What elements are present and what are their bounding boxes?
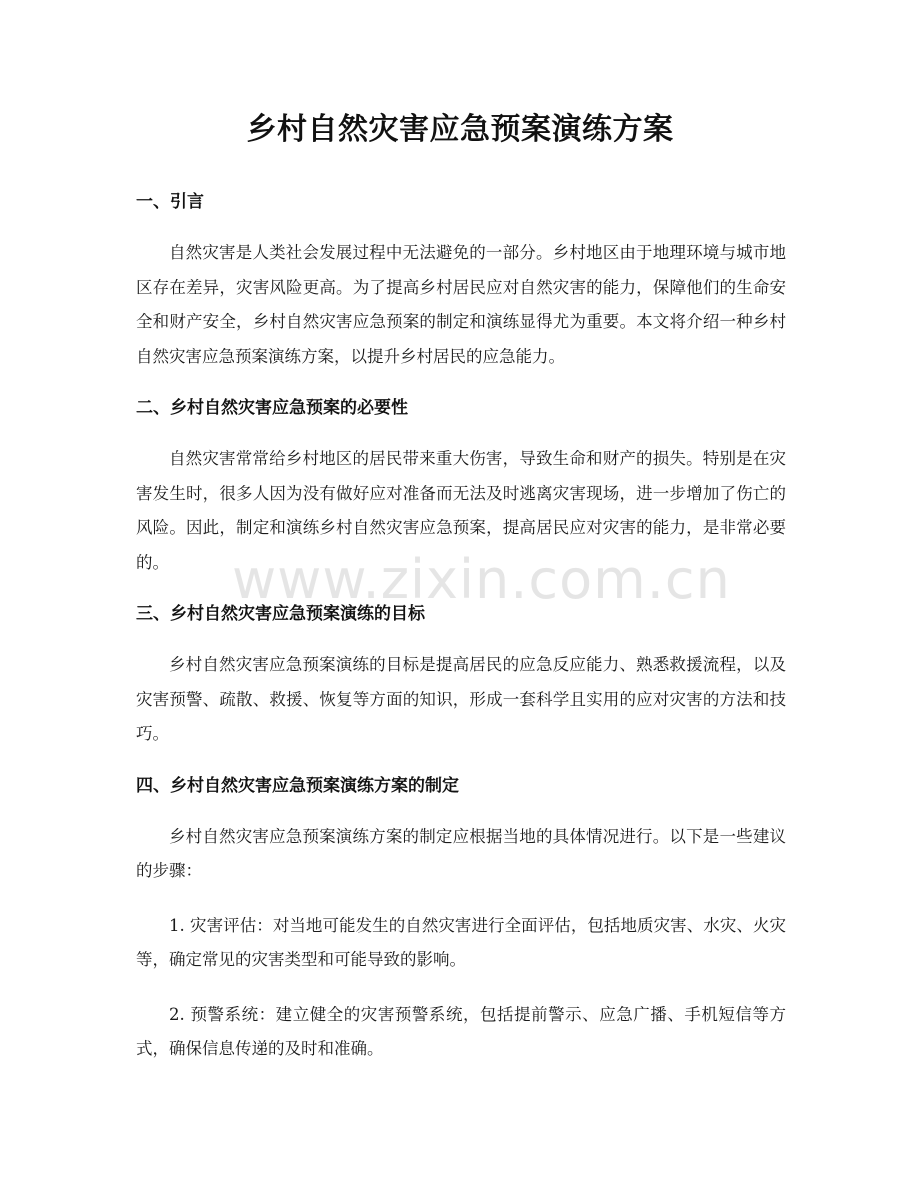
section-goals — [136, 600, 786, 752]
list-item-step-1: 1. 灾害评估：对当地可能发生的自然灾害进行全面评估，包括地质灾害、水灾、火灾等，确定常见的灾害类型和可能导致的影响。 — [136, 915, 786, 969]
section-heading: 三、乡村自然灾害应急预案演练的目标 — [136, 604, 425, 624]
paragraph: 乡村自然灾害应急预案演练方案的制定应根据当地的具体情况进行。以下是一些建议的步骤： — [136, 826, 786, 880]
section-heading: 四、乡村自然灾害应急预案演练方案的制定 — [136, 775, 459, 796]
document-body — [136, 188, 786, 1087]
section-heading: 二、乡村自然灾害应急预案的必要性 — [136, 398, 408, 418]
document-title: 乡村自然灾害应急预案演练方案 — [246, 112, 674, 147]
list-item-step-2: 2. 预警系统：建立健全的灾害预警系统，包括提前警示、应急广播、手机短信等方式，确保信息传递的及时和准确。 — [136, 1004, 786, 1058]
paragraph: 自然灾害常常给乡村地区的居民带来重大伤害，导致生命和财产的损失。特别是在灾害发生时，很多人因为没有做好应对准备而无法及时逃离灾害现场，进一步增加了伤亡的风险。因此，制定和演练乡村自然灾害应急预案，提高居民应对灾害的能力，是非常必要的。 — [136, 449, 786, 572]
section-heading: 一、引言 — [136, 192, 204, 212]
paragraph: 自然灾害是人类社会发展过程中无法避免的一部分。乡村地区由于地理环境与城市地区存在差异，灾害风险更高。为了提高乡村居民应对自然灾害的能力，保障他们的生命安全和财产安全，乡村自然灾害应急预案的制定和演练显得尤为重要。本文将介绍一种乡村自然灾害应急预案演练方案，以提升乡村居民的应急能力。 — [136, 243, 786, 366]
paragraph: 乡村自然灾害应急预案演练的目标是提高居民的应急反应能力、熟悉救援流程，以及灾害预警、疏散、救援、恢复等方面的知识，形成一套科学且实用的应对灾害的方法和技巧。 — [136, 655, 786, 743]
watermark: www.zixin.com.cn — [232, 548, 731, 611]
section-necessity — [136, 394, 786, 580]
section-introduction — [136, 188, 786, 374]
section-plan — [136, 772, 786, 1067]
